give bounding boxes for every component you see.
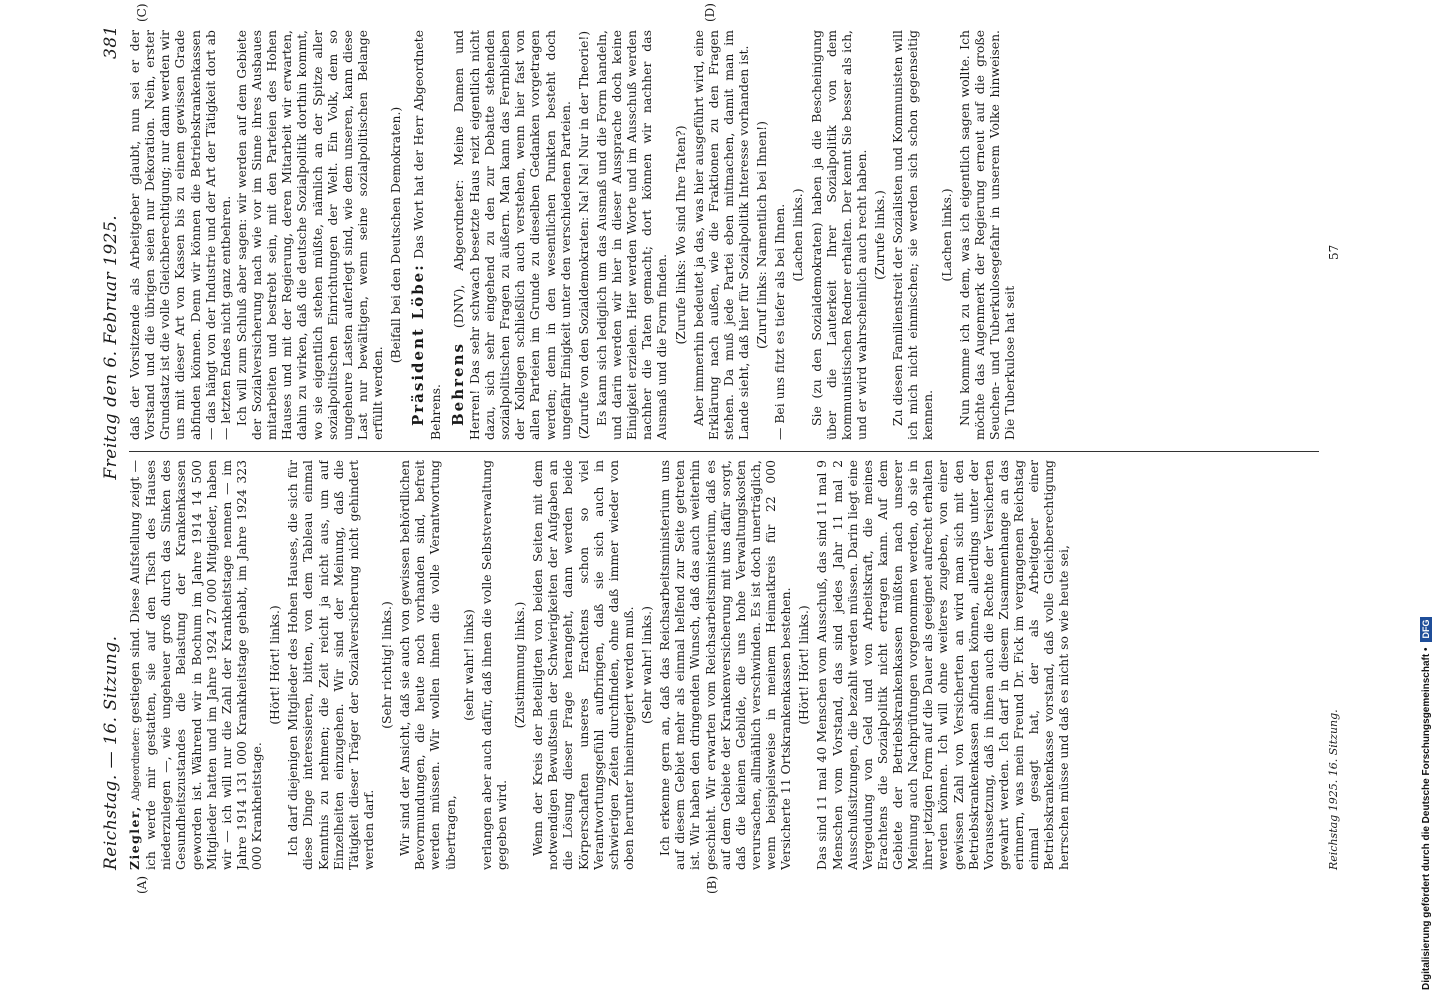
right-column xyxy=(127,30,1317,440)
paragraph-text: Das Wort hat der Herr Abgeordnete Behrens. xyxy=(411,30,443,440)
interjection: (Zustimmung links.) xyxy=(512,601,528,729)
paragraph-text: (DNV), Abgeordneter: Meine Damen und Herren! Das sehr schwach besetzte Haus reizt eigentlich nicht dazu, sich sehr eingehend zu den zur Debatte stehenden sozialpolitischen Fragen zu äußern. Man kann das Fernbleiben der Kollegen schließlich auch verstehen, wenn hier fast von allen Parteien im Grunde zu dieselben Gedanken vorgetragen werden; denn in den wesentlichen Punkten besteht doch ungefähr Einigkeit unter den verschiedenen Parteien. xyxy=(450,30,573,440)
digitization-credit xyxy=(1419,10,1433,990)
left-column xyxy=(127,460,1317,870)
paragraph: Wir sind der Ansicht, daß sie auch von gewissen behördlichen Bevormundungen, die heute noch vorhanden sind, befreit werden müssen. Wir wollen ihnen die volle Verantwortung übertragen, xyxy=(397,460,458,870)
paragraph: Sie (zu den Sozialdemokraten) haben ja die Bescheinigung über die Lauterkeit Ihrer Sozialpolitik von dem kommunistischen Redner erhalten. Der kennt Sie besser als ich, und er wird wahrscheinlich auch recht haben. xyxy=(808,30,869,440)
paragraph: Zu diesen Familienstreit der Sozialisten und Kommunisten will ich mich nicht einmischen; sie werden sich schon gegenseitig kennen. xyxy=(890,30,936,440)
paragraph: — Bei uns fitzt es tiefer als bei Ihnen. xyxy=(772,203,788,440)
header-session: Reichstag. — 16. Sitzung. xyxy=(101,635,121,870)
interjection: (Hört! Hört! links.) xyxy=(796,605,812,725)
speaker-role: Abgeordneter: xyxy=(131,727,142,801)
paragraph: Wenn der Kreis der Beteiligten von beiden Seiten mit dem notwendigen Bewußtsein der Schwierigkeiten der Aufgaben an die Lösung dieser Frage herangeht, dann werden beide Körperschaften unseres Erachtens schon so viel Verantwortungsgefühl aufbringen, daß sie sich auch in schwierigen Zeiten durchfinden, ohne daß immer wieder von oben herunter hineinregiert werden muß. xyxy=(530,460,636,870)
footer-imprint: Reichstag 1925. 16. Sitzung. xyxy=(1327,709,1340,870)
header-page-number: 381 xyxy=(101,25,121,59)
interjection: (Zurufe links: Wo sind Ihre Taten?) xyxy=(672,125,688,345)
interjection: (Zurufe von den Sozialdemokraten: Na! Na! Nur in der Theorie!) xyxy=(575,30,591,440)
interjection: (sehr wahr! links) xyxy=(460,609,476,721)
paragraph-text: gestiegen sind. Diese Aufstellung zeigt — ich werde mir gestatten, sie auf den Tisch des Hauses niederzulegen —, wie ungeheuer groß durch das Sinken des Gesundheitszustandes die Belastung der Krankenkassen geworden ist. Während wir in Bochum im Jahre 1914 14 500 Mitglieder hatten und im Jahre 1924 27 000 Mitglieder, haben wir — ich will nur die Zahl der Krankheitstage nennen — im Jahre 1914 131 000 Krankheitstage gehabt, im Jahre 1924 323 000 Krankheitstage. xyxy=(127,460,265,870)
credit-text: Digitalisierung gefördert durch die Deutsche Forschungsgemeinschaft • xyxy=(1420,647,1432,990)
interjection: (Lachen links.) xyxy=(790,188,806,282)
paragraph: Es kann sich lediglich um das Ausmaß und die Form handeln, und darin werden wir hier in dieser Aussprache doch keine Einigkeit erzielen. Hier werden Worte und im Ausschuß werden nachher die Taten gemacht; dort können wir nachher das Ausmaß und die Form finden. xyxy=(593,30,670,440)
paragraph xyxy=(449,30,573,440)
interjection: (Sehr richtig! links.) xyxy=(379,601,395,729)
paragraph: verlangen aber auch dafür, daß ihnen die volle Selbstverwaltung gegeben wird. xyxy=(478,460,509,870)
paragraph: Ich darf diejenigen Mitglieder des Hohen Hauses, die sich für diese Dinge interessieren, bitten, von dem Tableau einmal Kenntnis zu nehmen; die Zeit reicht ja nicht aus, um auf Einzelheiten einzugehen. Wir sind der Meinung, daß die Tätigkeit dieser Träger der Sozialversicherung nicht gehindert werden darf. xyxy=(285,460,376,870)
speaker-name: Ziegler, xyxy=(127,805,142,870)
paragraph: Ich will zum Schluß aber sagen: wir werden auf dem Gebiete der Sozialversicherung nach wie vor im Sinne ihres Ausbaues mitarbeiten und bestrebt sein, mit den Parteien des Hohen Hauses und mit der Regierung, deren Mitarbeit wir erwarten, dahin zu wirken, daß die deutsche Sozialpolitik dorthin kommt, wo sie eigentlich stehen müßte, nämlich an der Spitze aller sozialpolitischen Einrichtungen der Welt. Ein Volk, dem so ungeheure Lasten auferlegt sind, wie dem unseren, kann diese Last nur bewältigen, wenn seine sozialpolitischen Belange erfüllt werden. xyxy=(233,30,385,440)
president-label: Präsident Löbe: xyxy=(409,263,428,426)
margin-marker-b: (B) xyxy=(705,875,719,894)
paragraph: daß der Vorsitzende als Arbeitgeber glaubt, nun sei er der Vorstand und die übrigen seien nur Dekoration. Nein, erster Grundsatz ist die volle Gleichberechtigung; nur dann werden wir uns mit dieser Art von Kassen bis zu einem gewissen Grade abfinden können. Denn wir können die Betriebskrankenkassen — das hängt von der Industrie und der Art der Tätigkeit dort ab — letzten Endes nicht ganz entbehren. xyxy=(127,30,233,440)
margin-marker-d: (D) xyxy=(703,3,717,22)
paragraph: Aber immerhin bedeutet ja das, was hier ausgeführt wird, eine Erklärung nach außen, wie die Fraktionen zu den Fragen stehen. Da muß jede Partei eben mitmachen, damit man im Lande sieht, daß hier für Sozialpolitik Interesse vorhanden ist. xyxy=(690,30,752,440)
margin-marker-c: (C) xyxy=(135,3,149,22)
rotated-page xyxy=(95,0,1365,900)
header-date: Freitag den 6. Februar 1925. xyxy=(101,214,121,480)
paragraph xyxy=(127,460,264,870)
interjection: (Zuruf links: Namentlich bei Ihnen!) xyxy=(754,121,770,349)
margin-marker-a: (A) xyxy=(135,875,149,894)
paragraph: Ich erkenne gern an, daß das Reichsarbeitsministerium uns auf diesem Gebiet mehr als einmal helfend zur Seite getreten ist. Wir haben den dringenden Wunsch, daß das auch weiterhin geschieht. Wir erwarten vom Reichsarbeitsministerium, daß es auf dem Gebiete der Krankenversicherung mit uns dafür sorgt, daß die kleinen Gebilde, die uns hohe Verwaltungskosten verursachen, allmählich verschwinden. Es ist doch unerträglich, wenn beispielsweise in meinem Heimatkreis für 22 000 Versicherte 11 Ortskrankenkassen bestehen. xyxy=(657,460,794,870)
interjection: (Sehr wahr! links.) xyxy=(639,606,655,724)
dfg-logo-icon: DFG xyxy=(1420,617,1432,642)
interjection: (Beifall bei den Deutschen Demokraten.) xyxy=(388,106,404,364)
interjection: (Zurufe links.) xyxy=(872,190,888,280)
column-divider xyxy=(129,451,1319,452)
paragraph: Nun komme ich zu dem, was ich eigentlich sagen wollte. Ich möchte das Augenmerk der Regierung erneut auf die große Seuchen- und Tuberkulosegefahr in unserem Volke hinweisen. Die Tuberkulose hat seit xyxy=(956,30,1018,440)
printer-signature: 57 xyxy=(1327,244,1341,260)
page-header xyxy=(95,25,121,870)
speaker-name: Behrens xyxy=(448,342,467,426)
paragraph: Das sind 11 mal 40 Menschen vom Ausschuß, das sind 11 mal 9 Menschen vom Vorstand, das sind jedes Jahr 11 mal 2 Ausschußsitzungen, die bezahlt werden müssen. Darin liegt eine Vergeudung von Geld und von Arbeitskraft, die meines Erachtens die Sozialpolitik nicht ertragen kann. Auf dem Gebiete der Betriebskrankenkassen müßten nach unserer Meinung auch Nachprüfungen vorgenommen werden, ob sie in ihrer jetzigen Form auf die Dauer als geeignet aufrecht erhalten werden können. Ich will ohne weiteres zugeben, von einer gewissen Zahl von Versicherten an wird man sich mit den Betriebskrankenkassen abfinden können, allerdings unter der Voraussetzung, daß in ihnen auch die Rechte der Versicherten gewahrt werden. Ich darf in diesem Zusammenhange an das erinnern, was mein Freund Dr. Fick im vergangenen Reichstag einmal gesagt hat, der als Arbeitgeber einer Betriebskrankenkasse vorstand, daß volle Gleichberechtigung herrschen müsse und daß es nicht so wie heute sei, xyxy=(814,460,1072,870)
interjection: (Lachen links.) xyxy=(938,188,954,282)
interjection: (Hört! Hört! links.) xyxy=(267,605,283,725)
paragraph xyxy=(409,30,442,440)
